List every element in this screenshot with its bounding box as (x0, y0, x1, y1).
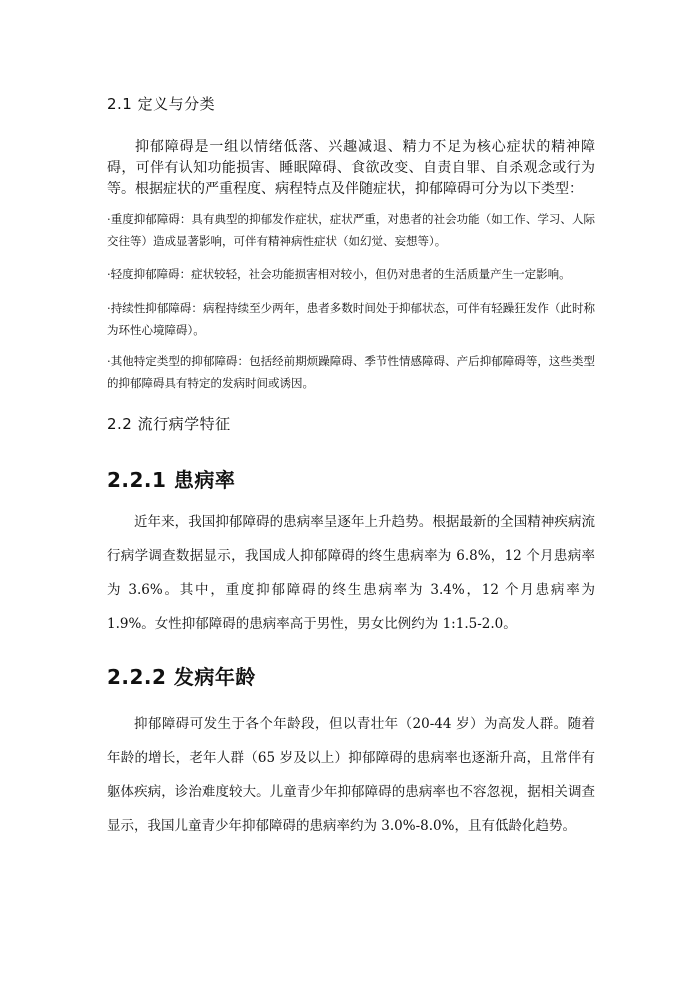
type-item-mild-depression: ·轻度抑郁障碍：症状较轻，社会功能损害相对较小，但仍对患者的生活质量产生一定影响。 (107, 267, 571, 281)
definition-paragraph: 抑郁障碍是一组以情绪低落、兴趣减退、精力不足为核心症状的精神障碍，可伴有认知功能损害、睡眠障碍、食欲改变、自责自罪、自杀观念或行为等。根据症状的严重程度、病程特点及伴随症状，抑郁障碍可分为以下类型： (107, 139, 595, 197)
section-heading-2-2-1: 2.2.1 患病率 (107, 468, 236, 492)
type-item-major-depression: ·重度抑郁障碍：具有典型的抑郁发作症状，症状严重，对患者的社会功能（如工作、学习、人际交往等）造成显著影响，可伴有精神病性症状（如幻觉、妄想等）。 (107, 212, 595, 248)
prevalence-paragraph: 近年来，我国抑郁障碍的患病率呈逐年上升趋势。根据最新的全国精神疾病流行病学调查数据显示，我国成人抑郁障碍的终生患病率为 6.8%，12 个月患病率为 3.6%。其中，重度抑郁障碍的终生患病率为 3.4%，12 个月患病率为 1.9%。女性抑郁障碍的患病率高于男性，男女比例约为 1:1.5-2.0。 (107, 514, 595, 632)
section-heading-2-2: 2.2 流行病学特征 (107, 415, 231, 433)
type-item-other-depression: ·其他特定类型的抑郁障碍：包括经前期烦躁障碍、季节性情感障碍、产后抑郁障碍等，这些类型的抑郁障碍具有特定的发病时间或诱因。 (107, 354, 595, 390)
onset-age-paragraph: 抑郁障碍可发生于各个年龄段，但以青壮年（20-44 岁）为高发人群。随着年龄的增长，老年人群（65 岁及以上）抑郁障碍的患病率也逐渐升高，且常伴有躯体疾病，诊治难度较大。儿童青少年抑郁障碍的患病率也不容忽视，据相关调查显示，我国儿童青少年抑郁障碍的患病率约为 3.0%-8.0%，且有低龄化趋势。 (107, 716, 595, 834)
type-item-persistent-depression: ·持续性抑郁障碍：病程持续至少两年，患者多数时间处于抑郁状态，可伴有轻躁狂发作（此时称为环性心境障碍）。 (107, 301, 595, 337)
section-heading-2-2-2: 2.2.2 发病年龄 (107, 665, 256, 689)
section-heading-2-1: 2.1 定义与分类 (107, 95, 216, 113)
